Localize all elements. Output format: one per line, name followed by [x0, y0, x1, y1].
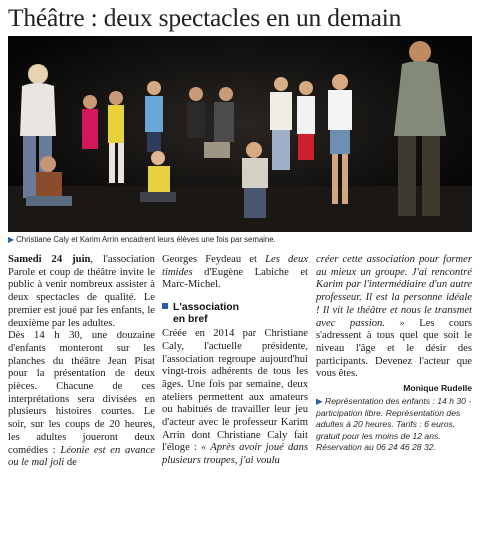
quote-text: « Après avoir joué dans plusieurs troupes, j'ai voulu [162, 442, 308, 467]
practical-info-text: Représentation des enfants : 14 h 30 - participation libre. Représentation des adultes à 20 heures. Tarifs : 6 euros, gratuit pour les moins de 12 ans. Réservation au 06 24 46 28 32. [316, 396, 472, 453]
courses-text: Les cours s'adressent à tous quel que soit le niveau l'âge et le désir des participants. Devenez l'acteur que vous êtes. [316, 317, 472, 380]
column-1 [8, 254, 155, 470]
paragraph [316, 254, 472, 381]
paragraph [162, 254, 308, 292]
paragraph [162, 328, 308, 468]
program-text: Dès 14 h 30, une douzaine d'enfants monteront sur les planches du théâtre Jean Pisat pour la présentation de deux pièces. Chacune de ces interprétations sera divisées en plusieurs histoires courtes. Le soir, sur les coups de 20 heures, les adultes joueront deux comédies : [8, 330, 155, 456]
author-signature: Monique Rudelle [403, 383, 472, 394]
column-2 [162, 254, 308, 468]
play-suffix: de [64, 457, 77, 469]
column-3 [316, 254, 472, 454]
quote-text: créer cette association pour former au mieux un groupe. J'ai rencontré Karim par l'intermédiaire d'un autre professeur. Il est la personne idéale ! Il vit le théâtre et nous le transmet avec passion. » [316, 254, 472, 329]
intro-text: , l'association Parole et coup de théâtre invite le public à venir nombreux assister à deux spectacles de qualité. Le premier est joué par les enfants, le deuxième par les adultes. [8, 254, 155, 329]
play-title: Les deux timides [162, 254, 308, 278]
caption-text: Christiane Caly et Karim Arrin encadrent leurs élèves une fois par semaine. [16, 235, 276, 244]
stage-photo [8, 36, 472, 232]
association-text: Créée en 2014 par Christiane Caly, l'actuelle présidente, l'association regroupe aujourd'hui vingt-trois adhérents de tous les âges. Une fois par semaine, deux ateliers permettent aux amateurs ou habitués de travailler leur jeu d'acteur avec le professeur Karim Arrin dont Christiane Caly fait l'éloge : [162, 328, 308, 454]
info-marker-icon: ▶ [316, 396, 323, 407]
paragraph [8, 330, 155, 470]
photo-caption [8, 234, 472, 246]
square-bullet-icon [162, 303, 168, 309]
subheading [162, 302, 308, 326]
headline: Théâtre : deux spectacles en un demain [8, 3, 402, 32]
author-text-end: d'Eugène Labiche et Marc-Michel. [162, 266, 308, 291]
subheading-line2: en bref [173, 314, 208, 326]
subheading-line1: L'association [173, 302, 239, 314]
caption-marker-icon: ▶ [8, 235, 15, 244]
author-text: Georges Feydeau et [162, 254, 266, 265]
paragraph [8, 254, 155, 330]
event-date: Samedi 24 juin [8, 254, 91, 265]
play-title: Léonie est en avance ou le mal joli [8, 444, 155, 469]
practical-info [316, 396, 472, 454]
